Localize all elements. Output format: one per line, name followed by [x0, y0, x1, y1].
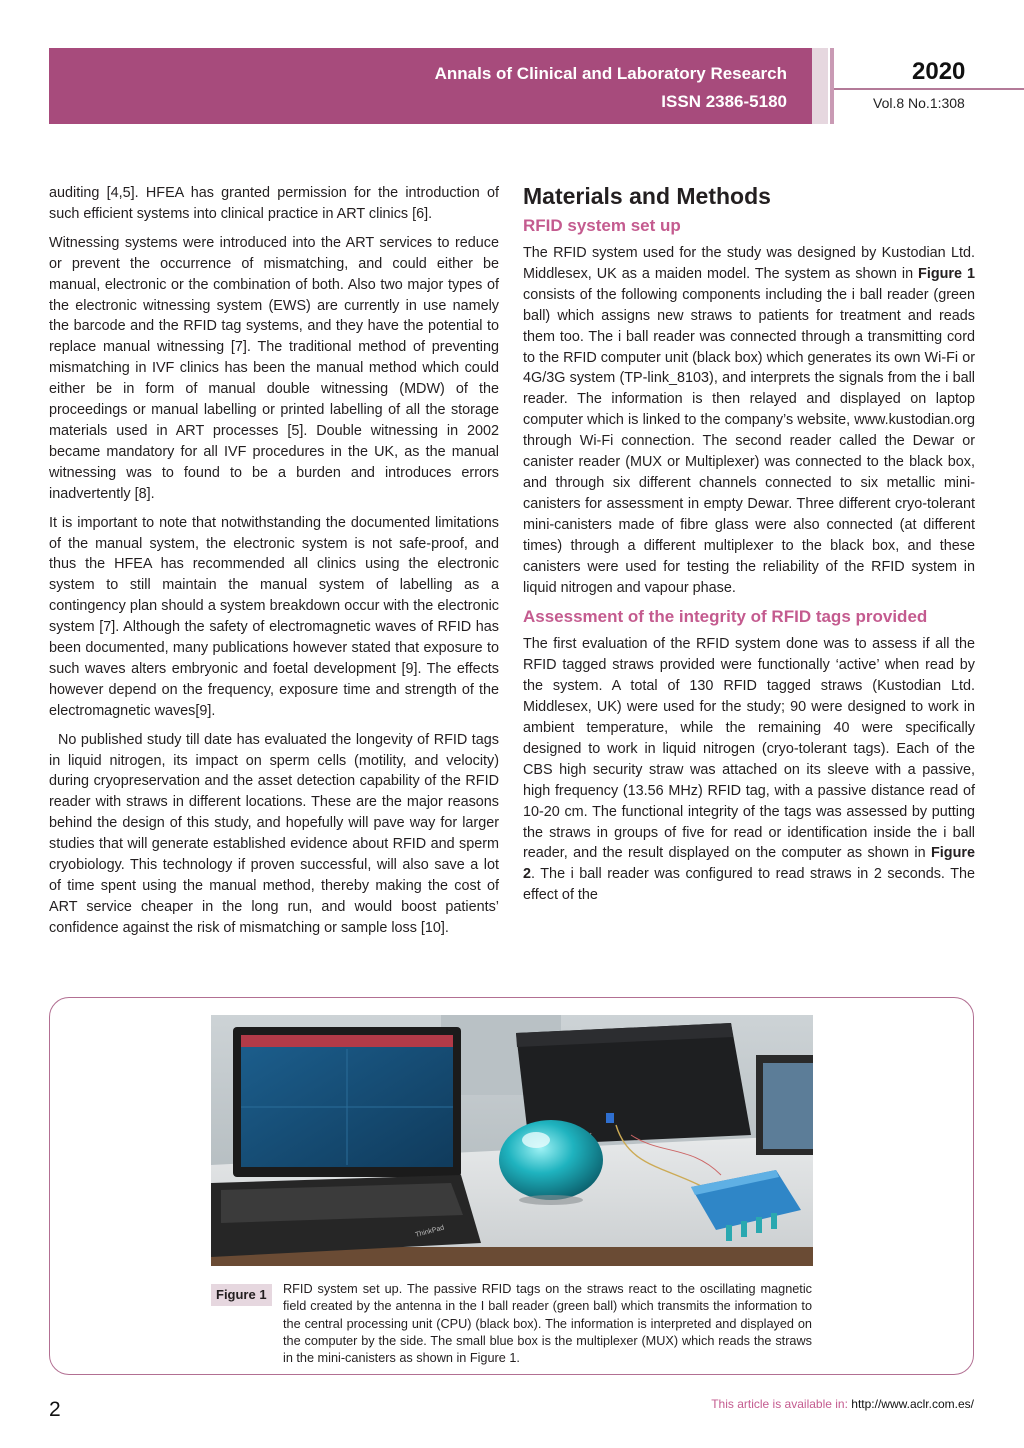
journal-title: Annals of Clinical and Laboratory Research [434, 64, 787, 83]
paragraph: auditing [4,5]. HFEA has granted permission for the introduction of such efficient systems into clinical practice in ART clinics [6]. [49, 185, 499, 222]
footer-availability [711, 1397, 974, 1411]
volume-number: Vol.8 No.1:308 [873, 95, 965, 111]
paragraph-text: . The i ball reader was configured to read straws in 2 seconds. The effect of the [523, 866, 975, 904]
journal-issn: ISSN 2386-5180 [661, 92, 787, 111]
paragraph: No published study till date has evaluated the longevity of RFID tags in liquid nitrogen, its impact on sperm cells (motility, and velocity) during cryopreservation and the asset detection capability of the RFID reader with straws in different locations. These are the major reasons behind the design of this study, and hopefully will pave way for larger studies that will generate established evidence about RFID and sperm cryobiology. This technology if proven successful, will also save a lot of time spent using the manual method, thereby making the cost of ART service cheaper in the long run, and would boost patients’ confidence against the risk of mismatching or sample loss [10]. [49, 731, 499, 936]
paragraph [523, 243, 975, 598]
left-column [49, 183, 499, 947]
figure-label: Figure 1 [211, 1284, 272, 1306]
figure-reference: Figure 2 [523, 845, 975, 883]
header-divider [834, 88, 1024, 90]
right-column [523, 183, 975, 914]
figure-photo [211, 1015, 813, 1266]
paragraph: Witnessing systems were introduced into the ART services to reduce or prevent the occurrence of mismatching, and could either be manual, electronic or the combination of both. Also two major types of the electronic witnessing system (EWS) are currently in use namely the barcode and the RFID tag systems, and they have the potential to replace manual witnessing [7]. The traditional method of preventing mismatching in IVF clinics has been the manual method which could either be in form of manual double witnessing (MDW) of the proceedings or manual labelling or printed labelling of all the storage materials used in ART processes [5]. Double witnessing in 2002 became mandatory for all IVF procedures in the UK, as the manual witnessing was to found to be a burden and introduces errors inadvertently [8]. [49, 234, 499, 502]
page-number: 2 [49, 1398, 61, 1421]
subsection-heading: RFID system set up [523, 216, 681, 235]
laptop-brand: ThinkPad [414, 1224, 446, 1239]
laptop-screen-header [241, 1035, 453, 1047]
footer-url-link[interactable]: http://www.aclr.com.es/ [851, 1397, 974, 1411]
issue-year: 2020 [912, 58, 966, 85]
header-band [49, 48, 812, 124]
header-strip [830, 48, 834, 124]
paragraph-text: consists of the following components including the i ball reader (green ball) which assigns new straws to patients for treatment and reads them too. The i ball reader was connected through a transmitting cord to the RFID computer unit (black box) which generates its own Wi-Fi or 4G/3G system (TP-link_8103), and interprets the signals from the i ball reader. The information is then relayed and displayed on laptop computer which is linked to the company’s website, www.kustodian.org through Wi-Fi connection. The second reader called the Dewar or canister reader (MUX or Multiplexer) was connected to the black box, and through six different channels connected to six metallic mini-canisters for assessment in empty Dewar. Three different cryo-tolerant mini-canisters made of fibre glass were also connected (at different times) through a different multiplexer to the black box, and these canisters were used for testing the reliability of the RFID system in liquid nitrogen and vapour phase. [523, 286, 975, 596]
subsection-heading: Assessment of the integrity of RFID tags provided [523, 607, 928, 627]
footer-available-text: This article is available in: [711, 1397, 848, 1411]
figure-caption: RFID system set up. The passive RFID tags on the straws react to the oscillating magnetic field created by the antenna in the I ball reader (green ball) which transmits the information to the central processing unit (CPU) (black box). The information is interpreted and displayed on the computer by the side. The small blue box is the multiplexer (MUX) which reads the straws in the mini-canisters as shown in Figure 1. [283, 1282, 812, 1366]
section-heading: Materials and Methods [523, 183, 771, 209]
figure-reference: Figure 1 [918, 265, 975, 282]
i-ball-reader [499, 1120, 603, 1200]
paragraph-text: The first evaluation of the RFID system done was to assess if all the RFID tagged straws provided were functionally ‘active’ when read by the system. A total of 130 RFID tagged straws (Kustodian Ltd. Middlesex, UK) were used for the study; 90 were designed to work in ambient temperature, while the remaining 40 were specifically designed to work in liquid nitrogen (cryo-tolerant tags). Each of the CBS high security straw was attached on its sleeve with a passive, high frequency (13.56 MHz) RFID tag, with a passive distance read of 10-20 cm. The functional integrity of the tags was assessed by putting the straws in groups of five for read or identification inside the i ball reader, and the result displayed on the computer as shown in [523, 636, 975, 862]
paragraph [523, 634, 975, 906]
header-gap [812, 48, 828, 124]
paragraph: It is important to note that notwithstanding the documented limitations of the manual system, the electronic system is not safe-proof, and thus the HFEA has recommended all clinics using the electronic system to still maintain the manual system of labelling as a contingency plan should a system breakdown occur with the electronic system [7]. Although the safety of electromagnetic waves of RFID has been documented, many publications however stated that exposure to such waves alters embryonic and foetal development [9]. The effects however depend on the frequency, exposure time and strength of the electromagnetic waves[9]. [49, 514, 499, 719]
paragraph-text: The RFID system used for the study was designed by Kustodian Ltd. Middlesex, UK as a maiden model. The system as shown in [523, 245, 975, 282]
